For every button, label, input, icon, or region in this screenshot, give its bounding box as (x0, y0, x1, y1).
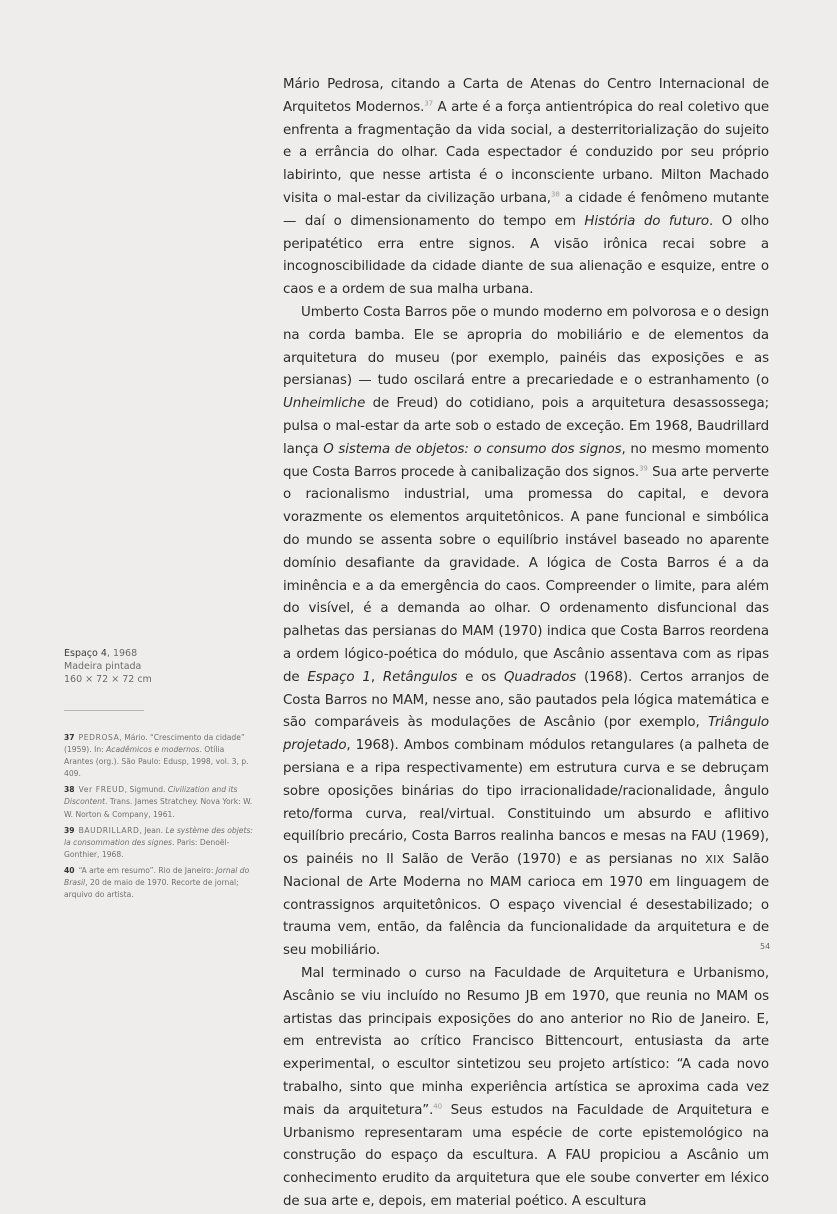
footnote-author: BAUDRILLARD (78, 825, 140, 835)
caption-dimensions: 160 × 72 × 72 cm (64, 674, 152, 685)
footnote-40 (64, 865, 254, 901)
text-run: , (370, 669, 383, 685)
text-run: , no mesmo momento que Costa Barros procede à canibalização dos signos. (283, 441, 770, 480)
text-run: Sua arte perverte o racionalismo industrial, uma promessa do capital, e devora vorazmente os elementos arquitetônicos. A pane funcional e simbólica do mundo se assenta sobre o equilíbrio instável baseado no aparente domínio desafiante da gravidade. A lógica de Costa Barros é a da iminência e a da emergência do caos. Compreender o limite, para além do visível, é a demanda ao olhar. O ordenamento disfuncional das palhetas das persianas do MAM (1970) indica que Costa Barros reordena a ordem lógico-poética do módulo, que Ascânio assentava com as ripas de (283, 464, 770, 685)
footnote-title: Jornal do Brasil (64, 865, 250, 888)
footnote-37 (64, 732, 254, 780)
paragraph-3 (283, 963, 769, 1214)
footnote-title: Acadêmicos e modernos (106, 745, 200, 755)
footnote-39 (64, 825, 254, 861)
footnote-number: 40 (64, 865, 75, 875)
footnotes (64, 732, 254, 905)
text-run: Umberto Costa Barros põe o mundo moderno em polvorosa e o design na corda bamba. Ele se apropria do mobiliário e de elementos da arquitetura do museu (por exemplo, painéis das exposições e as persianas) — tudo oscilará entre a precariedade e o estranhamento (o (283, 304, 769, 389)
main-text (283, 74, 769, 1214)
text-run: Mal terminado o curso na Faculdade de Arquitetura e Urbanismo, Ascânio se viu incluído no Resumo JB em 1970, que reunia no MAM os artistas das principais exposições do ano anterior no Rio de Janeiro. E, em entrevista ao crítico Francisco Bittencourt, entusiasta da arte experimental, o escultor sintetizou seu projeto artístico: “A cada novo trabalho, sinto que minha experiência artística se aproxima cada vez mais da arquitetura”. (283, 966, 769, 1118)
footnote-text: , Jean. (139, 825, 166, 835)
footnote-divider (64, 710, 144, 711)
text-run: Mário Pedrosa, citando a Carta de Atenas do Centro Internacional de Arquitetos Modernos. (283, 77, 769, 115)
text-run: . O olho peripatético erra entre signos. A visão irônica recai sobre a incognoscibilidade da cidade diante de sua alienação e esquize, entre o caos e a ordem de sua malha urbana. (283, 213, 769, 298)
work-title: Espaço 1 (307, 669, 371, 685)
footnote-38 (64, 784, 254, 820)
footnote-text: . Paris: Denoël-Gonthier, 1968. (64, 837, 230, 859)
text-run: (1968). Certos arranjos de Costa Barros no MAM, nesse ano, são pautados pela lógica matemática e são comparáveis às modulações de Ascânio (por exemplo, (283, 669, 769, 731)
text-run: e os (457, 669, 504, 685)
text-run: Seus estudos na Faculdade de Arquitetura e Urbanismo representaram uma espécie de corte epistemológico na construção do espaço da escultura. A FAU propiciou a Ascânio um conhecimento erudito da arquitetura que ele soube converter em léxico de sua arte e, depois, em material poético. A escultura (283, 1102, 769, 1210)
footnote-text: . Trans. James Stratchey. Nova York: W. W. Norton & Company, 1961. (64, 797, 253, 819)
text-run: de Freud) do cotidiano, pois a arquitetura desassossega; pulsa o mal-estar da arte sob o estado de exceção. Em 1968, Baudrillard lança (283, 396, 769, 457)
paragraph-1 (283, 74, 769, 302)
footnote-author: Ver FREUD (78, 785, 125, 795)
footnote-number: 38 (64, 785, 75, 795)
footnote-ref-39[interactable]: 39 (639, 464, 648, 473)
footnote-ref-40[interactable]: 40 (433, 1102, 443, 1111)
footnote-number: 39 (64, 825, 75, 835)
caption-title-line (64, 647, 244, 660)
footnote-ref-38[interactable]: 38 (550, 190, 560, 199)
footnote-author: PEDROSA (78, 733, 120, 742)
work-title: Triângulo projetado (283, 715, 769, 754)
work-title: Quadrados (503, 669, 577, 685)
footnote-text: , Sigmund. (124, 785, 168, 795)
footnote-text: . Otília Arantes (org.). São Paulo: Edusp, 1998, vol. 3, p. 409. (64, 745, 249, 779)
footnote-number: 37 (64, 733, 75, 742)
caption-material: Madeira pintada (64, 661, 142, 672)
image-caption (64, 647, 244, 686)
footnote-title: Le système des objets: la consommation des signes (64, 825, 253, 847)
book-title: O sistema de objetos: o consumo dos signos (323, 441, 622, 457)
text-run: a cidade é fenômeno mutante — daí o dimensionamento do tempo em (283, 190, 769, 229)
roman-numeral: XIX (705, 853, 725, 867)
text-run: , 1968). Ambos combinam módulos retangulares (a palheta de persiana e a ripa respectivamente) em estrutura curva e se debruçam sobre oposições binárias do tipo irracionalidade/racionalidade, ângulo reto/forma curva, real/virtual. Constituindo um absurdo e aflitivo equilíbrio precário, Costa Barros realinha bancos e mesas na FAU (1969), os painéis no II Salão de Verão (1970) e as persianas no (283, 738, 769, 868)
italic-term: Unheimliche (283, 396, 366, 412)
footnote-text: , Mário. “Crescimento da cidade” (1959). In: (64, 733, 245, 755)
footnote-title: Civilization and its Discontent (64, 785, 238, 807)
page-number: 54 (760, 942, 771, 951)
footnote-text: , 20 de maio de 1970. Recorte de jornal; arquivo do artista. (64, 878, 239, 900)
text-run: A arte é a força antientrópica do real coletivo que enfrenta a fragmentação da vida social, a desterritorialização do sujeito e a errância do olhar. Cada espectador é conduzido por seu próprio labirinto, que nesse artista é o inconsciente urbano. Milton Machado visita o mal-estar da civilização urbana, (283, 99, 769, 206)
caption-year: , 1968 (106, 648, 138, 659)
work-title: História do futuro (584, 213, 709, 229)
work-title: Retângulos (382, 669, 458, 685)
footnote-text: “A arte em resumo”. Rio de Janeiro: (78, 865, 216, 875)
text-run: Salão Nacional de Arte Moderna no MAM carioca em 1970 em linguagem de contrassignos arquitetônicos. O espaço vivencial é desestabilizado; o trauma vem, então, da falência da funcionalidade da arquitetura e de seu mobiliário. (283, 852, 770, 959)
caption-title: Espaço 4 (64, 648, 107, 659)
paragraph-2 (283, 302, 769, 963)
footnote-ref-37[interactable]: 37 (424, 99, 434, 108)
